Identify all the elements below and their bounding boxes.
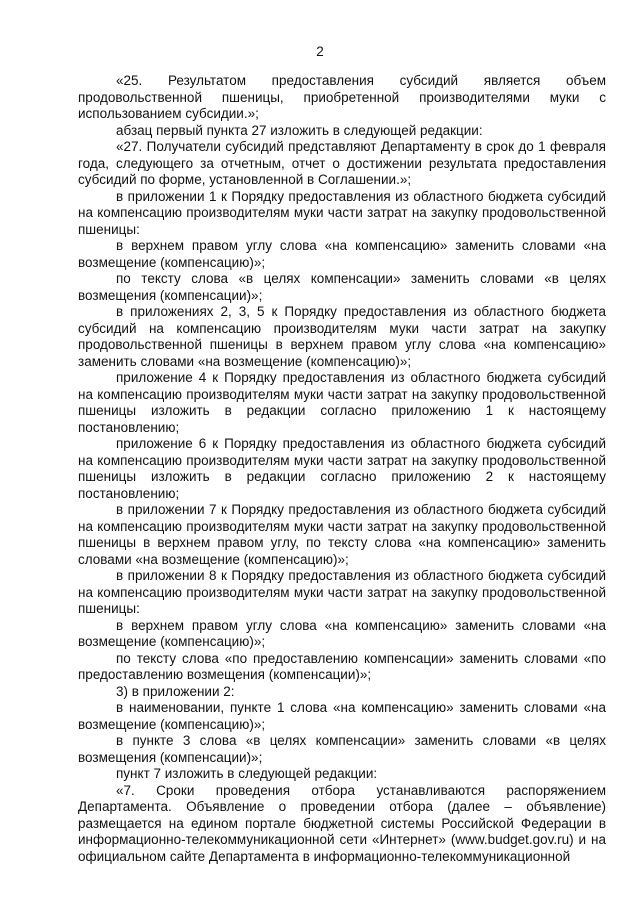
paragraph: в пункте 3 слова «в целях компенсации» заменить словами «в целях возмещения (компенсации)»; bbox=[78, 733, 606, 765]
paragraph: 3) в приложении 2: bbox=[116, 683, 235, 699]
paragraph: в приложениях 2, 3, 5 к Порядку предоставления из областного бюджета субсидий на компенсацию производителям муки части затрат на закупку продовольственной пшеницы в верхнем правом углу слова «на компенсацию» заменить словами «на возмещение (компенсацию)»; bbox=[78, 304, 606, 369]
paragraph: абзац первый пункта 27 изложить в следующей редакции: bbox=[116, 122, 483, 138]
paragraph: в приложении 7 к Порядку предоставления из областного бюджета субсидий на компенсацию производителям муки части затрат на закупку продовольственной пшеницы в верхнем правом углу, по тексту слова «на компенсацию» заменить словами «на возмещение (компенсацию)»; bbox=[78, 502, 606, 567]
paragraph: по тексту слова «в целях компенсации» заменить словами «в целях возмещения (компенсации)»; bbox=[78, 271, 606, 303]
paragraph: в верхнем правом углу слова «на компенсацию» заменить словами «на возмещение (компенсацию)»; bbox=[78, 238, 606, 270]
paragraph: в приложении 1 к Порядку предоставления из областного бюджета субсидий на компенсацию производителям муки части затрат на закупку продовольственной пшеницы: bbox=[78, 188, 606, 237]
paragraph: в наименовании, пункте 1 слова «на компенсацию» заменить словами «на возмещение (компенсацию)»; bbox=[78, 700, 606, 732]
paragraph: пункт 7 изложить в следующей редакции: bbox=[116, 766, 378, 781]
paragraph: «25. Результатом предоставления субсидий является объем продовольственной пшеницы, приобретенной производителями муки с использованием субсидии.»; bbox=[78, 73, 606, 121]
paragraph: «7. Сроки проведения отбора устанавливаются распоряжением Департамента. Объявление о проведении отбора (далее – объявление) размещается на едином портале бюджетной системы Российской Федерации в информационно-телекоммуникационной сети «Интернет» (www.budget.gov.ru) и на официальном сайте Департамента в информационно-телекоммуникационной bbox=[78, 782, 606, 864]
paragraph: в верхнем правом углу слова «на компенсацию» заменить словами «на возмещение (компенсацию)»; bbox=[78, 617, 606, 649]
paragraph: «27. Получатели субсидий представляют Департаменту в срок до 1 февраля года, следующего за отчетным, отчет о достижении результата предоставления субсидий по форме, установленной в Соглашении.»; bbox=[78, 139, 606, 187]
document-body bbox=[78, 73, 606, 865]
paragraph: по тексту слова «по предоставлению компенсации» заменить словами «по предоставлению возмещения (компенсации)»; bbox=[78, 650, 606, 682]
page-number: 2 bbox=[316, 44, 324, 59]
paragraph: приложение 6 к Порядку предоставления из областного бюджета субсидий на компенсацию производителям муки части затрат на закупку продовольственной пшеницы изложить в редакции согласно приложению 2 к настоящему постановлению; bbox=[78, 436, 606, 501]
paragraph: приложение 4 к Порядку предоставления из областного бюджета субсидий на компенсацию производителям муки части затрат на закупку продовольственной пшеницы изложить в редакции согласно приложению 1 к настоящему постановлению; bbox=[78, 370, 606, 435]
paragraph: в приложении 8 к Порядку предоставления из областного бюджета субсидий на компенсацию производителям муки части затрат на закупку продовольственной пшеницы: bbox=[78, 568, 606, 616]
